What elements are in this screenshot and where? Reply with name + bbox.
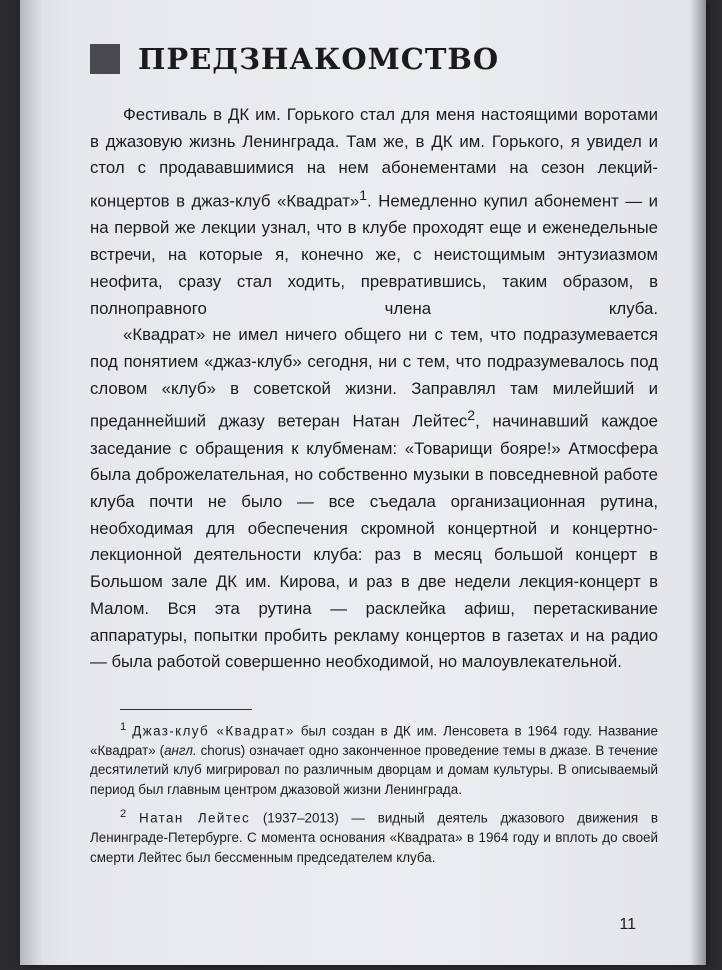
footnote-2: $^2$ Натан Лейтес (1937–2013) — видный деятель джазового движения в Ленинграде-Петербурге. С момента основания «Квадрата» в 1964 году и вплоть до своей смерти Лейтес был бессменным председателем клуба. [90, 808, 658, 865]
footnotes [90, 718, 658, 873]
chapter-title: ПРЕДЗНАКОМСТВО [138, 42, 500, 76]
footnote-1: $^1$ Джаз-клуб «Квадрат» был создан в ДК им. Ленсовета в 1964 году. Название «Квадрат» (англ. chorus) означает одно законченное проведение темы в джазе. В течение десятилетий клуб мигрировал по различным дворцам и домам культуры. В описываемый период был главным центром джазовой жизни Ленинграда. [90, 721, 658, 797]
heading-square-icon [90, 44, 120, 74]
footnote-ref: 1 [359, 187, 368, 204]
chapter-heading [90, 42, 499, 76]
main-text [90, 102, 658, 676]
footnote-ref: 2 [467, 407, 476, 424]
page-number: 11 [619, 916, 636, 933]
book-page [20, 0, 706, 965]
paragraph: «Квадрат» не имел ничего общего ни с тем, что подразумевается под понятием «джаз-клуб» сегодня, ни с тем, что подразумевалось под словом «клуб» в советской жизни. Заправлял там милейший и преданнейший джазу ветеран Натан Лейтес$^2$, начинавший каждое заседание с обращения к клубменам: «Товарищи бояре!» Атмосфера была доброжелательная, но собственно музыки в повседневной работе клуба почти не было — все съедала организационная рутина, необходимая для обеспечения скромной концертной и концертно-лекционной деятельности клуба: раз в месяц большой концерт в Большом зале ДК им. Кирова, и раз в две недели лекция-концерт в Малом. Вся эта рутина — расклейка афиш, перетаскивание аппаратуры, попытки пробить рекламу концертов в газетах и на радио — была работой совершенно необходимой, но малоувлекательной. [90, 325, 658, 672]
footnote-divider [120, 709, 252, 710]
book-spine-shadow [20, 0, 42, 965]
page-edge-shadow [690, 0, 706, 965]
paragraph: Фестиваль в ДК им. Горького стал для меня настоящими воротами в джазовую жизнь Ленинграда. Там же, в ДК им. Горького, я увидел и стол с продававшимися на нем абонементами на сезон лекций-концертов в джаз-клуб «Квадрат»$^1$. Немедленно купил абонемент — и на первой же лекции узнал, что в клубе проходят еще и еженедельные встречи, на которые я, конечно же, с неистощимым энтузиазмом неофита, сразу стал ходить, превратившись, таким образом, в полноправного члена клуба. [90, 105, 658, 318]
